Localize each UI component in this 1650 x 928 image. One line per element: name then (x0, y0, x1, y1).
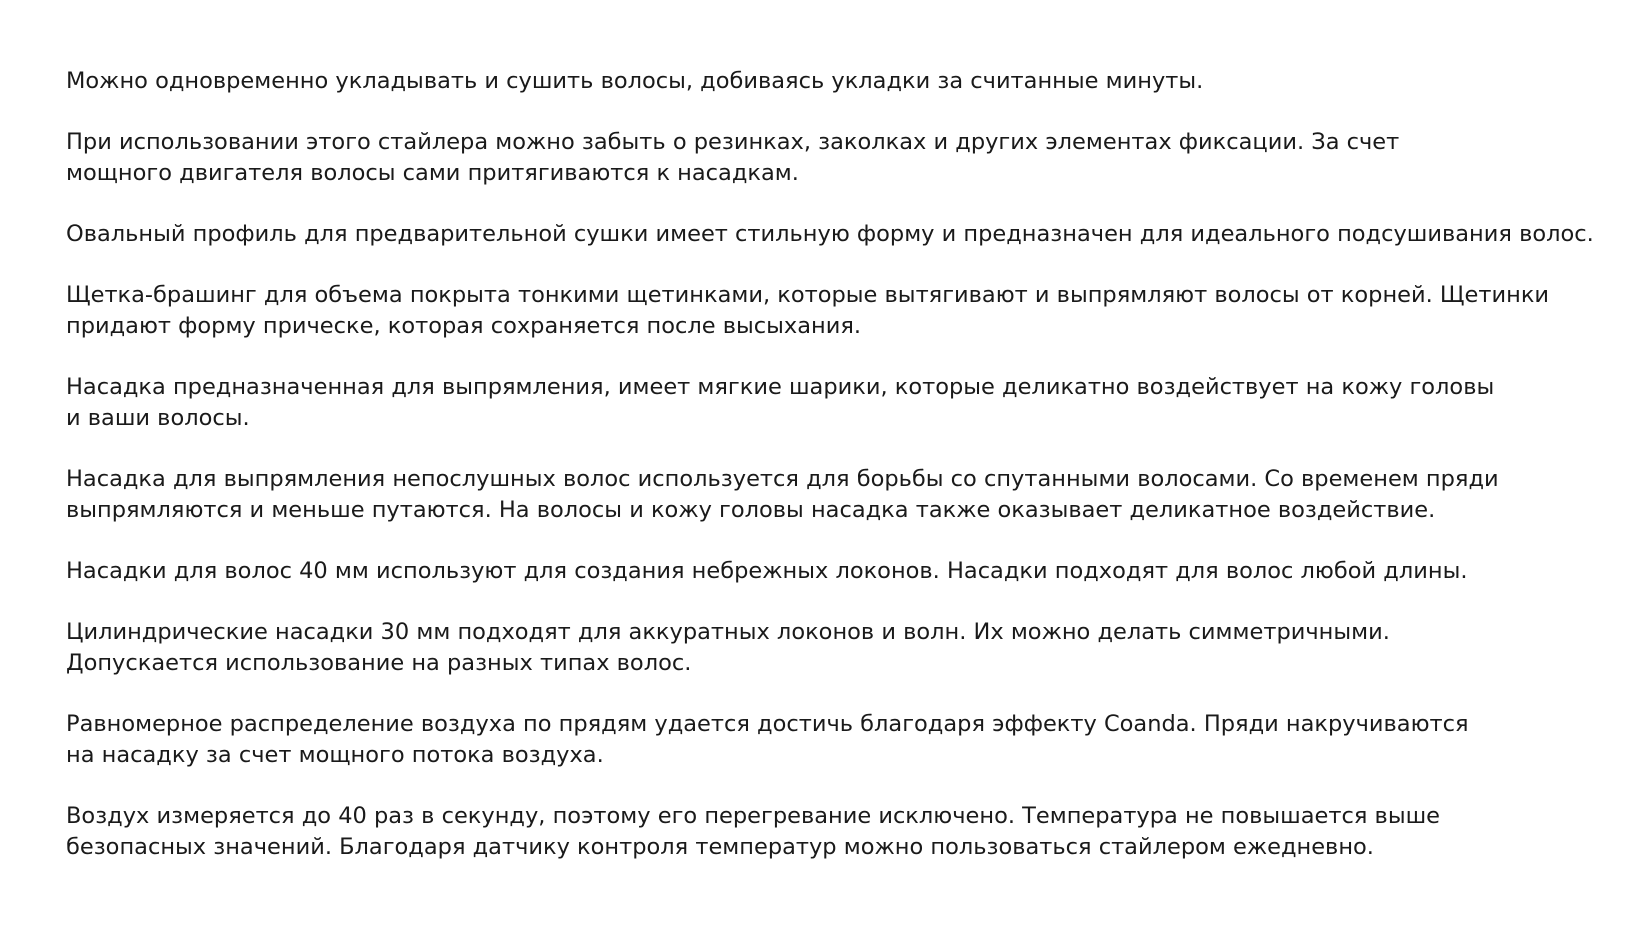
paragraph-no-fixation (66, 127, 1626, 189)
paragraph-line: Насадка для выпрямления непослушных волос используется для борьбы со спутанными волосами. Со временем пряди (66, 466, 1499, 492)
paragraph-volume-brush (66, 280, 1626, 342)
paragraph-coanda-effect (66, 709, 1626, 771)
paragraph-30mm-cylindrical (66, 617, 1626, 679)
paragraph-line: на насадку за счет мощного потока воздуха. (66, 742, 604, 768)
paragraph-line: Цилиндрические насадки 30 мм подходят для аккуратных локонов и волн. Их можно делать симметричными. (66, 619, 1390, 645)
paragraph-straightening-attachment (66, 372, 1626, 434)
paragraph-line: Насадка предназначенная для выпрямления, имеет мягкие шарики, которые деликатно воздействует на кожу головы (66, 374, 1495, 400)
paragraph-line: Допускается использование на разных типах волос. (66, 650, 692, 676)
paragraph-temperature-control (66, 801, 1626, 863)
document-body (66, 66, 1626, 893)
paragraph-40mm-attachments (66, 556, 1626, 587)
paragraph-line: мощного двигателя волосы сами притягиваются к насадкам. (66, 160, 799, 186)
paragraph-line: При использовании этого стайлера можно забыть о резинках, заколках и других элементах фиксации. За счет (66, 129, 1400, 155)
paragraph-line: безопасных значений. Благодаря датчику контроля температур можно пользоваться стайлером ежедневно. (66, 834, 1374, 860)
paragraph-line: Можно одновременно укладывать и сушить волосы, добиваясь укладки за считанные минуты. (66, 68, 1204, 94)
paragraph-line: Насадки для волос 40 мм используют для создания небрежных локонов. Насадки подходят для волос любой длины. (66, 558, 1468, 584)
paragraph-line: Воздух измеряется до 40 раз в секунду, поэтому его перегревание исключено. Температура не повышается выше (66, 803, 1441, 829)
paragraph-line: придают форму прическе, которая сохраняется после высыхания. (66, 313, 862, 339)
paragraph-line: Равномерное распределение воздуха по прядям удается достичь благодаря эффекту Coanda. Пряди накручиваются (66, 711, 1469, 737)
paragraph-unruly-hair-attachment (66, 464, 1626, 526)
paragraph-oval-profile (66, 219, 1626, 250)
paragraph-line: и ваши волосы. (66, 405, 250, 431)
paragraph-line: Щетка-брашинг для объема покрыта тонкими щетинками, которые вытягивают и выпрямляют волосы от корней. Щетинки (66, 282, 1550, 308)
paragraph-line: Овальный профиль для предварительной сушки имеет стильную форму и предназначен для идеального подсушивания волос. (66, 221, 1594, 247)
paragraph-line: выпрямляются и меньше путаются. На волосы и кожу головы насадка также оказывает деликатное воздействие. (66, 497, 1436, 523)
paragraph-styling-and-drying (66, 66, 1626, 97)
